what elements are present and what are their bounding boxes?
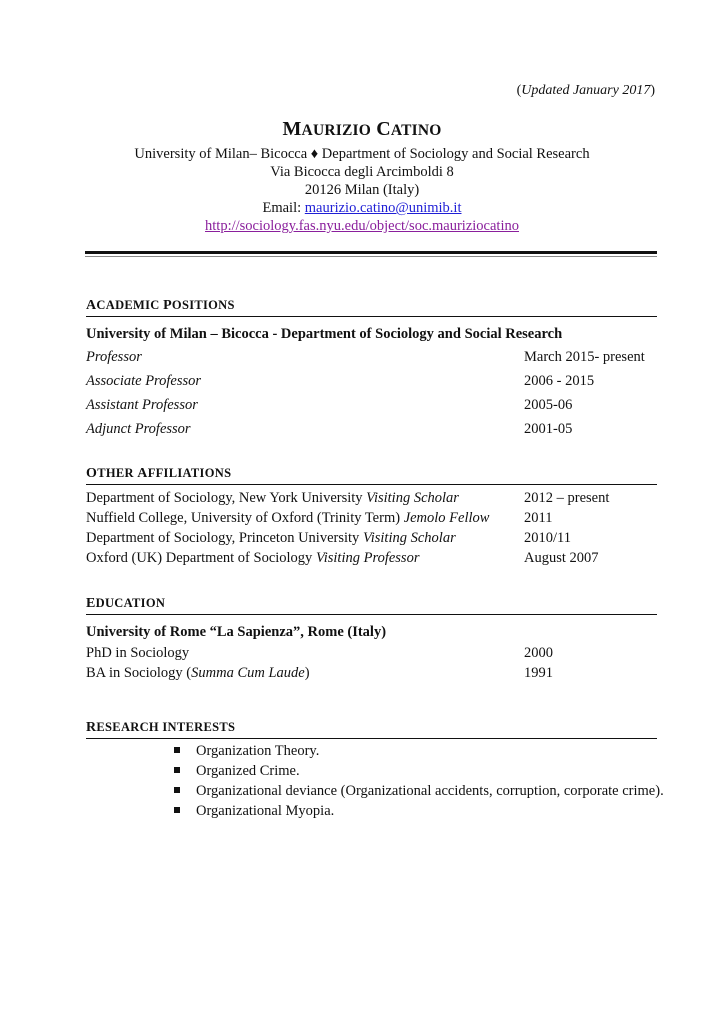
degree-honor: Summa Cum Laude <box>191 665 305 681</box>
position-row <box>86 393 657 417</box>
affiliation-place: Department of Sociology, New York University <box>86 490 367 506</box>
name-last-initial: C <box>376 118 391 140</box>
affiliation-place: Nuffield College, University of Oxford (Trinity Term) <box>86 510 404 526</box>
section-academic-positions <box>86 298 657 441</box>
section-title <box>86 720 657 739</box>
name-last-rest: ATINO <box>390 122 442 139</box>
interest-text: Organizational Myopia. <box>196 803 335 819</box>
header-divider-thin <box>85 256 657 257</box>
title-cap: O <box>86 466 98 481</box>
section-research-interests <box>86 720 657 739</box>
title-cap: R <box>86 720 97 735</box>
affiliation-dates: 2012 – present <box>524 490 610 506</box>
updated-text: Updated January 2017 <box>521 83 651 98</box>
square-bullet-icon <box>174 787 180 793</box>
position-dates: 2001-05 <box>524 421 573 437</box>
list-item <box>174 741 664 761</box>
affiliation-place-wrap <box>86 528 456 548</box>
title-cap: P <box>163 298 172 313</box>
affiliation-line: University of Milan– Bicocca ♦ Department of Sociology and Social Research <box>134 146 590 162</box>
position-dates: March 2015- present <box>524 349 645 365</box>
affiliation-dates: 2010/11 <box>524 530 571 546</box>
list-item <box>174 781 664 801</box>
degree: BA in Sociology ( <box>86 665 192 681</box>
email-link[interactable]: maurizio.catino@unimib.it <box>304 200 462 216</box>
title-rest: OSITIONS <box>171 298 235 312</box>
homepage-link[interactable]: http://sociology.fas.nyu.edu/object/soc.mauriziocatino <box>205 218 519 234</box>
street-line: Via Bicocca degli Arcimboldi 8 <box>270 164 454 180</box>
section-title <box>86 466 657 485</box>
position-dates: 2005-06 <box>524 397 573 413</box>
person-name <box>0 118 724 141</box>
title-rest: THER <box>97 466 138 480</box>
title-cap: A <box>137 466 148 481</box>
degree: PhD in Sociology <box>86 645 190 661</box>
title-rest: FFILIATIONS <box>147 466 232 480</box>
section-education <box>86 596 657 683</box>
degree-close: ) <box>304 665 310 681</box>
square-bullet-icon <box>174 767 180 773</box>
affiliation-place-wrap <box>86 488 459 508</box>
affiliation-role: Visiting Scholar <box>366 490 459 506</box>
position-row <box>86 369 657 393</box>
education-row <box>86 643 657 663</box>
list-item <box>174 761 664 781</box>
position-row <box>86 417 657 441</box>
position-dates: 2006 - 2015 <box>524 373 595 389</box>
affiliation-row <box>86 548 657 568</box>
name-first-rest: AURIZIO <box>301 122 371 139</box>
title-rest: CADEMIC <box>96 298 164 312</box>
list-item <box>174 801 664 821</box>
cv-header <box>0 118 724 235</box>
degree-wrap <box>86 663 310 683</box>
position-role: Professor <box>86 349 142 365</box>
url-line <box>0 217 724 235</box>
section-title <box>86 298 657 317</box>
research-interest-list <box>174 741 664 821</box>
title-cap: E <box>86 596 96 611</box>
title-rest: ESEARCH INTERESTS <box>96 720 236 734</box>
affiliation-place-wrap <box>86 508 489 528</box>
institution-name: University of Milan – Bicocca - Department of Sociology and Social Research <box>86 326 563 342</box>
education-row <box>86 663 657 683</box>
degree-year: 1991 <box>524 665 553 681</box>
interest-text: Organization Theory. <box>196 743 320 759</box>
updated-note: (Updated January 2017) <box>516 83 655 98</box>
affiliation-role: Jemolo Fellow <box>403 510 490 526</box>
section-title <box>86 596 657 615</box>
affiliation-row <box>86 488 657 508</box>
interest-text: Organizational deviance (Organizational accidents, corruption, corporate crime). <box>196 783 664 799</box>
title-rest: DUCATION <box>95 596 166 610</box>
affiliation-place: Oxford (UK) Department of Sociology <box>86 550 316 566</box>
affiliation-role: Visiting Professor <box>315 550 420 566</box>
affiliation-row <box>86 508 657 528</box>
position-role: Associate Professor <box>86 373 202 389</box>
affiliation-place-wrap <box>86 548 419 568</box>
degree-year: 2000 <box>524 645 553 661</box>
position-row <box>86 345 657 369</box>
institution-name: University of Rome “La Sapienza”, Rome (Italy) <box>86 624 387 640</box>
square-bullet-icon <box>174 807 180 813</box>
affiliation-row <box>86 528 657 548</box>
title-cap: A <box>86 298 97 313</box>
affiliation-dates: August 2007 <box>524 550 599 566</box>
email-line <box>0 199 724 217</box>
affiliation-dates: 2011 <box>524 510 553 526</box>
position-role: Assistant Professor <box>86 397 198 413</box>
affiliation-role: Visiting Scholar <box>362 530 456 546</box>
affiliation-place: Department of Sociology, Princeton University <box>86 530 363 546</box>
section-other-affiliations <box>86 466 657 568</box>
interest-text: Organized Crime. <box>196 763 300 779</box>
name-first-initial: M <box>282 118 302 140</box>
email-label: Email: <box>262 200 302 216</box>
square-bullet-icon <box>174 747 180 753</box>
position-role: Adjunct Professor <box>86 421 191 437</box>
city-line: 20126 Milan (Italy) <box>304 182 420 198</box>
header-divider-thick <box>85 251 657 254</box>
